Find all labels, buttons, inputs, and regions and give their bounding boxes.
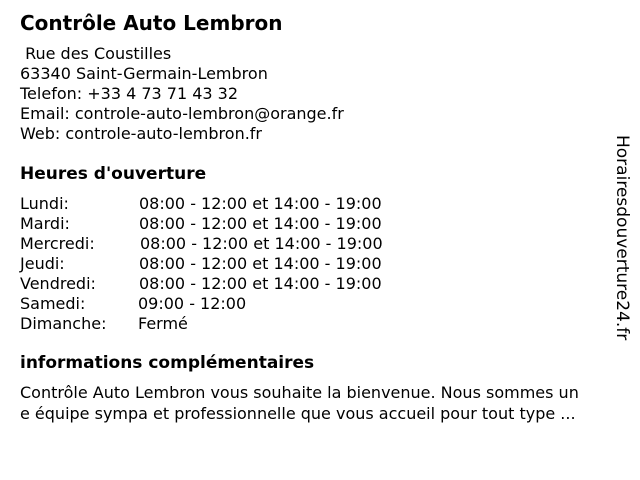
hours-heading: Heures d'ouverture [20, 164, 207, 184]
city-postcode: 63340 Saint-Germain-Lembron [20, 64, 268, 83]
time-value: 09:00 - 12:00 [138, 294, 247, 313]
day-label: Dimanche: [20, 314, 107, 333]
street-address: Rue des Coustilles [20, 44, 172, 63]
business-name: Contrôle Auto Lembron [20, 11, 283, 35]
day-label: Vendredi: [20, 274, 96, 293]
day-label: Mardi: [20, 214, 70, 233]
email-address: Email: controle-auto-lembron@orange.fr [20, 104, 344, 123]
time-value: 08:00 - 12:00 et 14:00 - 19:00 [139, 274, 382, 293]
phone-number: Telefon: +33 4 73 71 43 32 [20, 84, 239, 103]
contact-block [20, 44, 344, 144]
info-line: e équipe sympa et professionnelle que vous accueil pour tout type ... [20, 404, 576, 423]
time-value: 08:00 - 12:00 et 14:00 - 19:00 [139, 194, 382, 213]
website-url: Web: controle-auto-lembron.fr [20, 124, 262, 143]
day-label: Mercredi: [20, 234, 95, 253]
info-line: Contrôle Auto Lembron vous souhaite la bienvenue. Nous sommes un [20, 383, 579, 402]
info-heading: informations complémentaires [20, 353, 315, 373]
info-description [20, 382, 632, 424]
time-value: Fermé [138, 314, 188, 333]
time-value: 08:00 - 12:00 et 14:00 - 19:00 [140, 234, 383, 253]
day-label: Lundi: [20, 194, 69, 213]
day-label: Samedi: [20, 294, 86, 313]
site-watermark: Horairesdouverture24.fr [612, 135, 632, 341]
time-value: 08:00 - 12:00 et 14:00 - 19:00 [139, 254, 382, 273]
time-value: 08:00 - 12:00 et 14:00 - 19:00 [139, 214, 382, 233]
day-label: Jeudi: [20, 254, 65, 273]
